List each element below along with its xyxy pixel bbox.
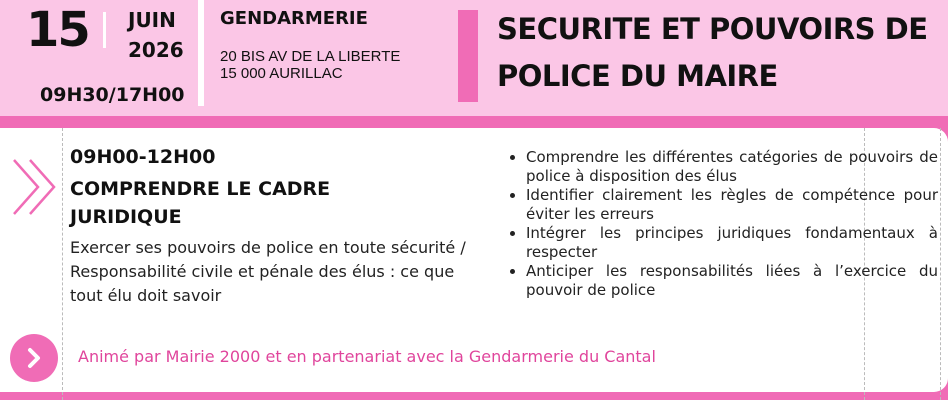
- event-year: 2026: [128, 38, 184, 62]
- objectives-list: [508, 148, 938, 300]
- venue-address-line2: 15 000 AURILLAC: [220, 65, 343, 82]
- list-item: • Comprendre les différentes catégories de pouvoirs de police à disposition des élus: [526, 148, 938, 186]
- event-title: SECURITE ET POUVOIRS DE POLICE DU MAIRE: [497, 12, 928, 93]
- guide-line: [940, 128, 941, 400]
- date-divider: [103, 12, 106, 48]
- list-item: • Identifier clairement les règles de compétence pour éviter les erreurs: [526, 186, 938, 224]
- venue-address: [220, 48, 400, 82]
- list-item: • Intégrer les principes juridiques fondamentaux à respecter: [526, 224, 938, 262]
- session-description: Exercer ses pouvoirs de police en toute sécurité / Responsabilité civile et pénale des élus : ce que tout élu doit savoir: [70, 238, 466, 305]
- double-chevron-right-icon: [10, 156, 60, 223]
- guide-line: [62, 128, 63, 400]
- title-accent-bar: [458, 10, 478, 102]
- header-divider: [198, 0, 204, 106]
- session-title: COMPRENDRE LE CADRE JURIDIQUE: [70, 178, 331, 228]
- chevron-right-icon: [22, 346, 46, 370]
- event-month: JUIN: [128, 8, 176, 32]
- event-time: 09H30/17H00: [40, 84, 185, 106]
- venue-address-line1: 20 BIS AV DE LA LIBERTE: [220, 48, 401, 65]
- event-day: 15: [26, 2, 89, 58]
- list-item: • Anticiper les responsabilités liées à l’exercice du pouvoir de police: [526, 262, 938, 300]
- venue-name: GENDARMERIE: [220, 8, 368, 29]
- partner-note: Animé par Mairie 2000 et en partenariat avec la Gendarmerie du Cantal: [78, 347, 656, 366]
- more-button[interactable]: [10, 334, 58, 382]
- session-time: 09H00-12H00: [70, 146, 216, 168]
